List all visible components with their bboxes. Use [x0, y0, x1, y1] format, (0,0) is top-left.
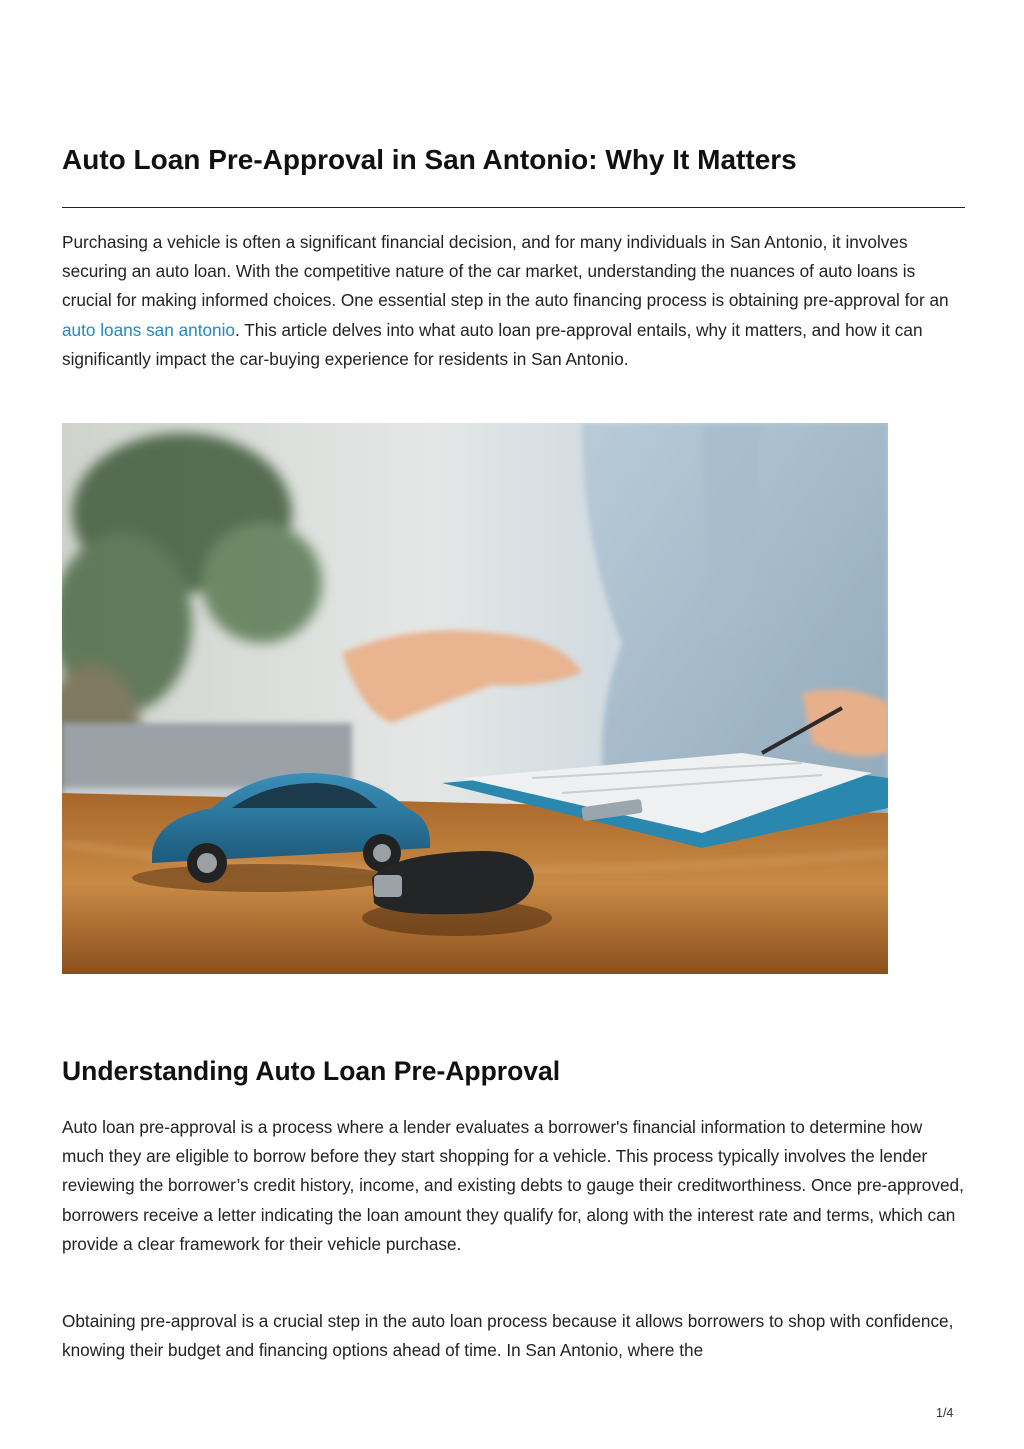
intro-text-start: Purchasing a vehicle is often a significant financial decision, and for many individuals in San Antonio, it involves securing an auto loan. With the competitive nature of the car market, understanding the nuances of auto loans is crucial for making informed choices. One essential step in the auto financing process is obtaining pre-approval for an — [62, 232, 949, 311]
auto-loans-link[interactable]: auto loans san antonio — [62, 319, 235, 340]
paragraph-2: Auto loan pre-approval is a process where a lender evaluates a borrower's financial information to determine how much they are eligible to borrow before they start shopping for a vehicle. This process typically involves the lender reviewing the borrower’s credit history, income, and existing debts to gauge their creditworthiness. Once pre-approved, borrowers receive a letter indicating the loan amount they qualify for, along with the interest rate and terms, which can provide a clear framework for their vehicle purchase. — [62, 1117, 964, 1254]
article-photo — [62, 423, 888, 974]
article-title: Auto Loan Pre-Approval in San Antonio: Why It Matters — [62, 144, 797, 175]
section-heading: Understanding Auto Loan Pre-Approval — [62, 1056, 561, 1086]
page-number: 1/4 — [936, 1406, 954, 1420]
paragraph-3: Obtaining pre-approval is a crucial step in the auto loan process because it allows borrowers to shop with confidence, knowing their budget and financing options ahead of time. In San Antonio, where the — [62, 1311, 954, 1361]
title-divider — [62, 207, 965, 208]
intro-paragraph — [62, 228, 966, 374]
intro-text-end: . This article delves into what auto loan pre-approval entails, why it matters, and how it can significantly impact the car-buying experience for residents in San Antonio. — [62, 319, 923, 369]
car-loan-photo-illustration — [62, 423, 888, 974]
